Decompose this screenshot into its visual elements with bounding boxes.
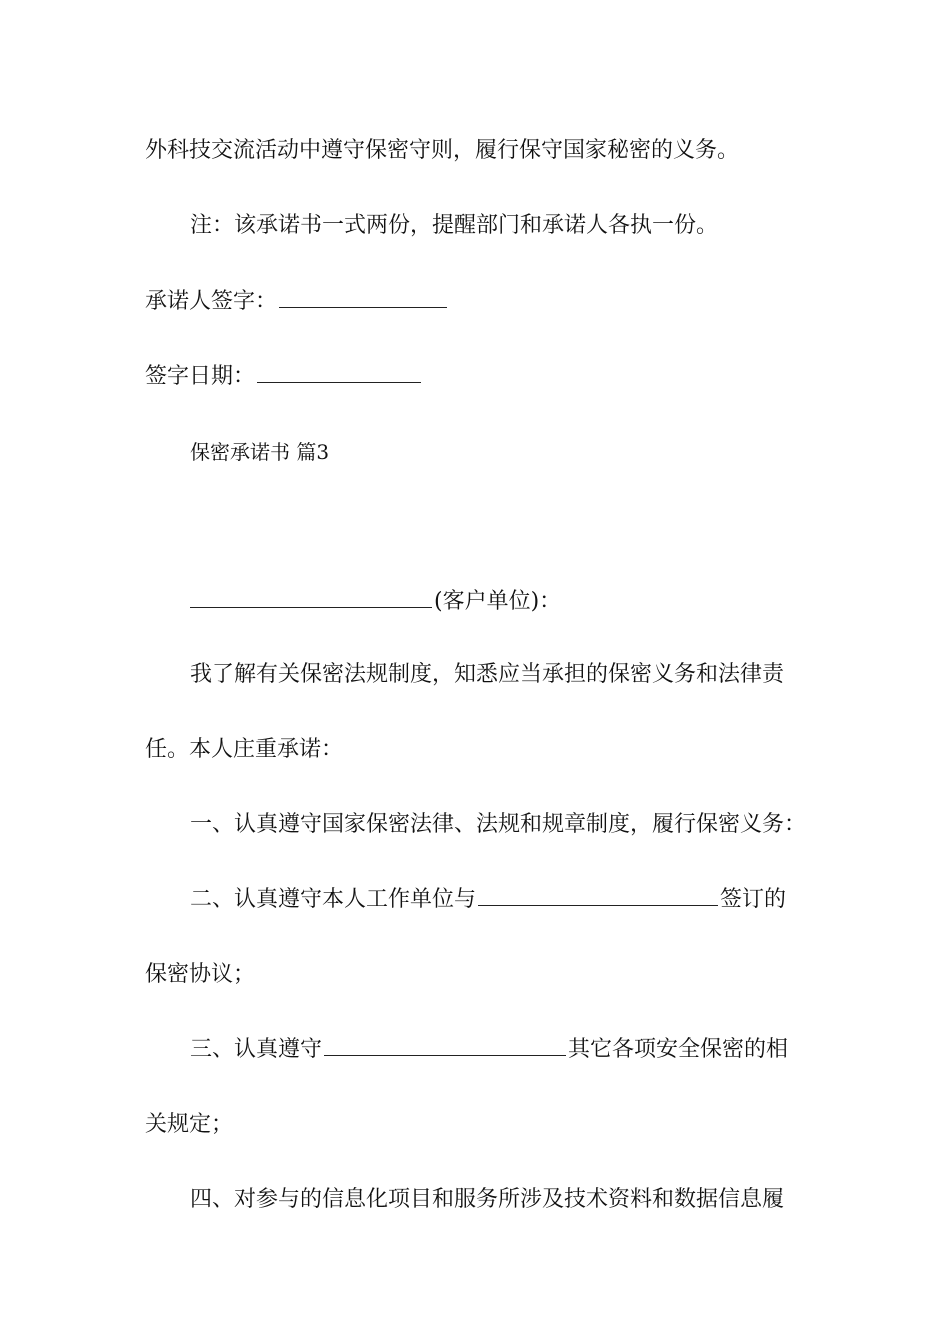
date-row bbox=[145, 362, 423, 392]
signature-row bbox=[145, 287, 449, 317]
item-2-blank bbox=[478, 885, 718, 906]
item-1: 一、认真遵守国家保密法律、法规和规章制度，履行保密义务： bbox=[190, 812, 807, 837]
intro-line-1: 我了解有关保密法规制度，知悉应当承担的保密义务和法律责 bbox=[190, 662, 785, 687]
item-3-suffix: 其它各项安全保密的相 bbox=[568, 1037, 789, 1062]
item-2-suffix: 签订的 bbox=[720, 887, 787, 912]
paragraph-continuation: 外科技交流活动中遵守保密守则，履行保守国家秘密的义务。 bbox=[145, 138, 740, 163]
item-3-prefix: 三、认真遵守 bbox=[190, 1037, 323, 1062]
item-3 bbox=[190, 1035, 788, 1065]
client-row bbox=[190, 587, 561, 617]
item-2 bbox=[190, 885, 786, 915]
item-2-line-2: 保密协议； bbox=[145, 962, 256, 987]
signature-blank bbox=[279, 287, 447, 308]
date-label: 签字日期： bbox=[145, 364, 256, 389]
intro-line-2: 任。本人庄重承诺： bbox=[145, 737, 344, 762]
item-2-prefix: 二、认真遵守本人工作单位与 bbox=[190, 887, 477, 912]
client-suffix: (客户单位)： bbox=[434, 589, 562, 614]
client-blank bbox=[190, 587, 432, 608]
note-text: 注：该承诺书一式两份，提醒部门和承诺人各执一份。 bbox=[190, 213, 719, 238]
signature-label: 承诺人签字： bbox=[145, 289, 278, 314]
section-title: 保密承诺书 篇3 bbox=[190, 440, 330, 464]
item-3-line-2: 关规定； bbox=[145, 1112, 234, 1137]
item-4: 四、对参与的信息化项目和服务所涉及技术资料和数据信息履 bbox=[190, 1187, 785, 1212]
date-blank bbox=[257, 362, 421, 383]
item-3-blank bbox=[324, 1035, 566, 1056]
